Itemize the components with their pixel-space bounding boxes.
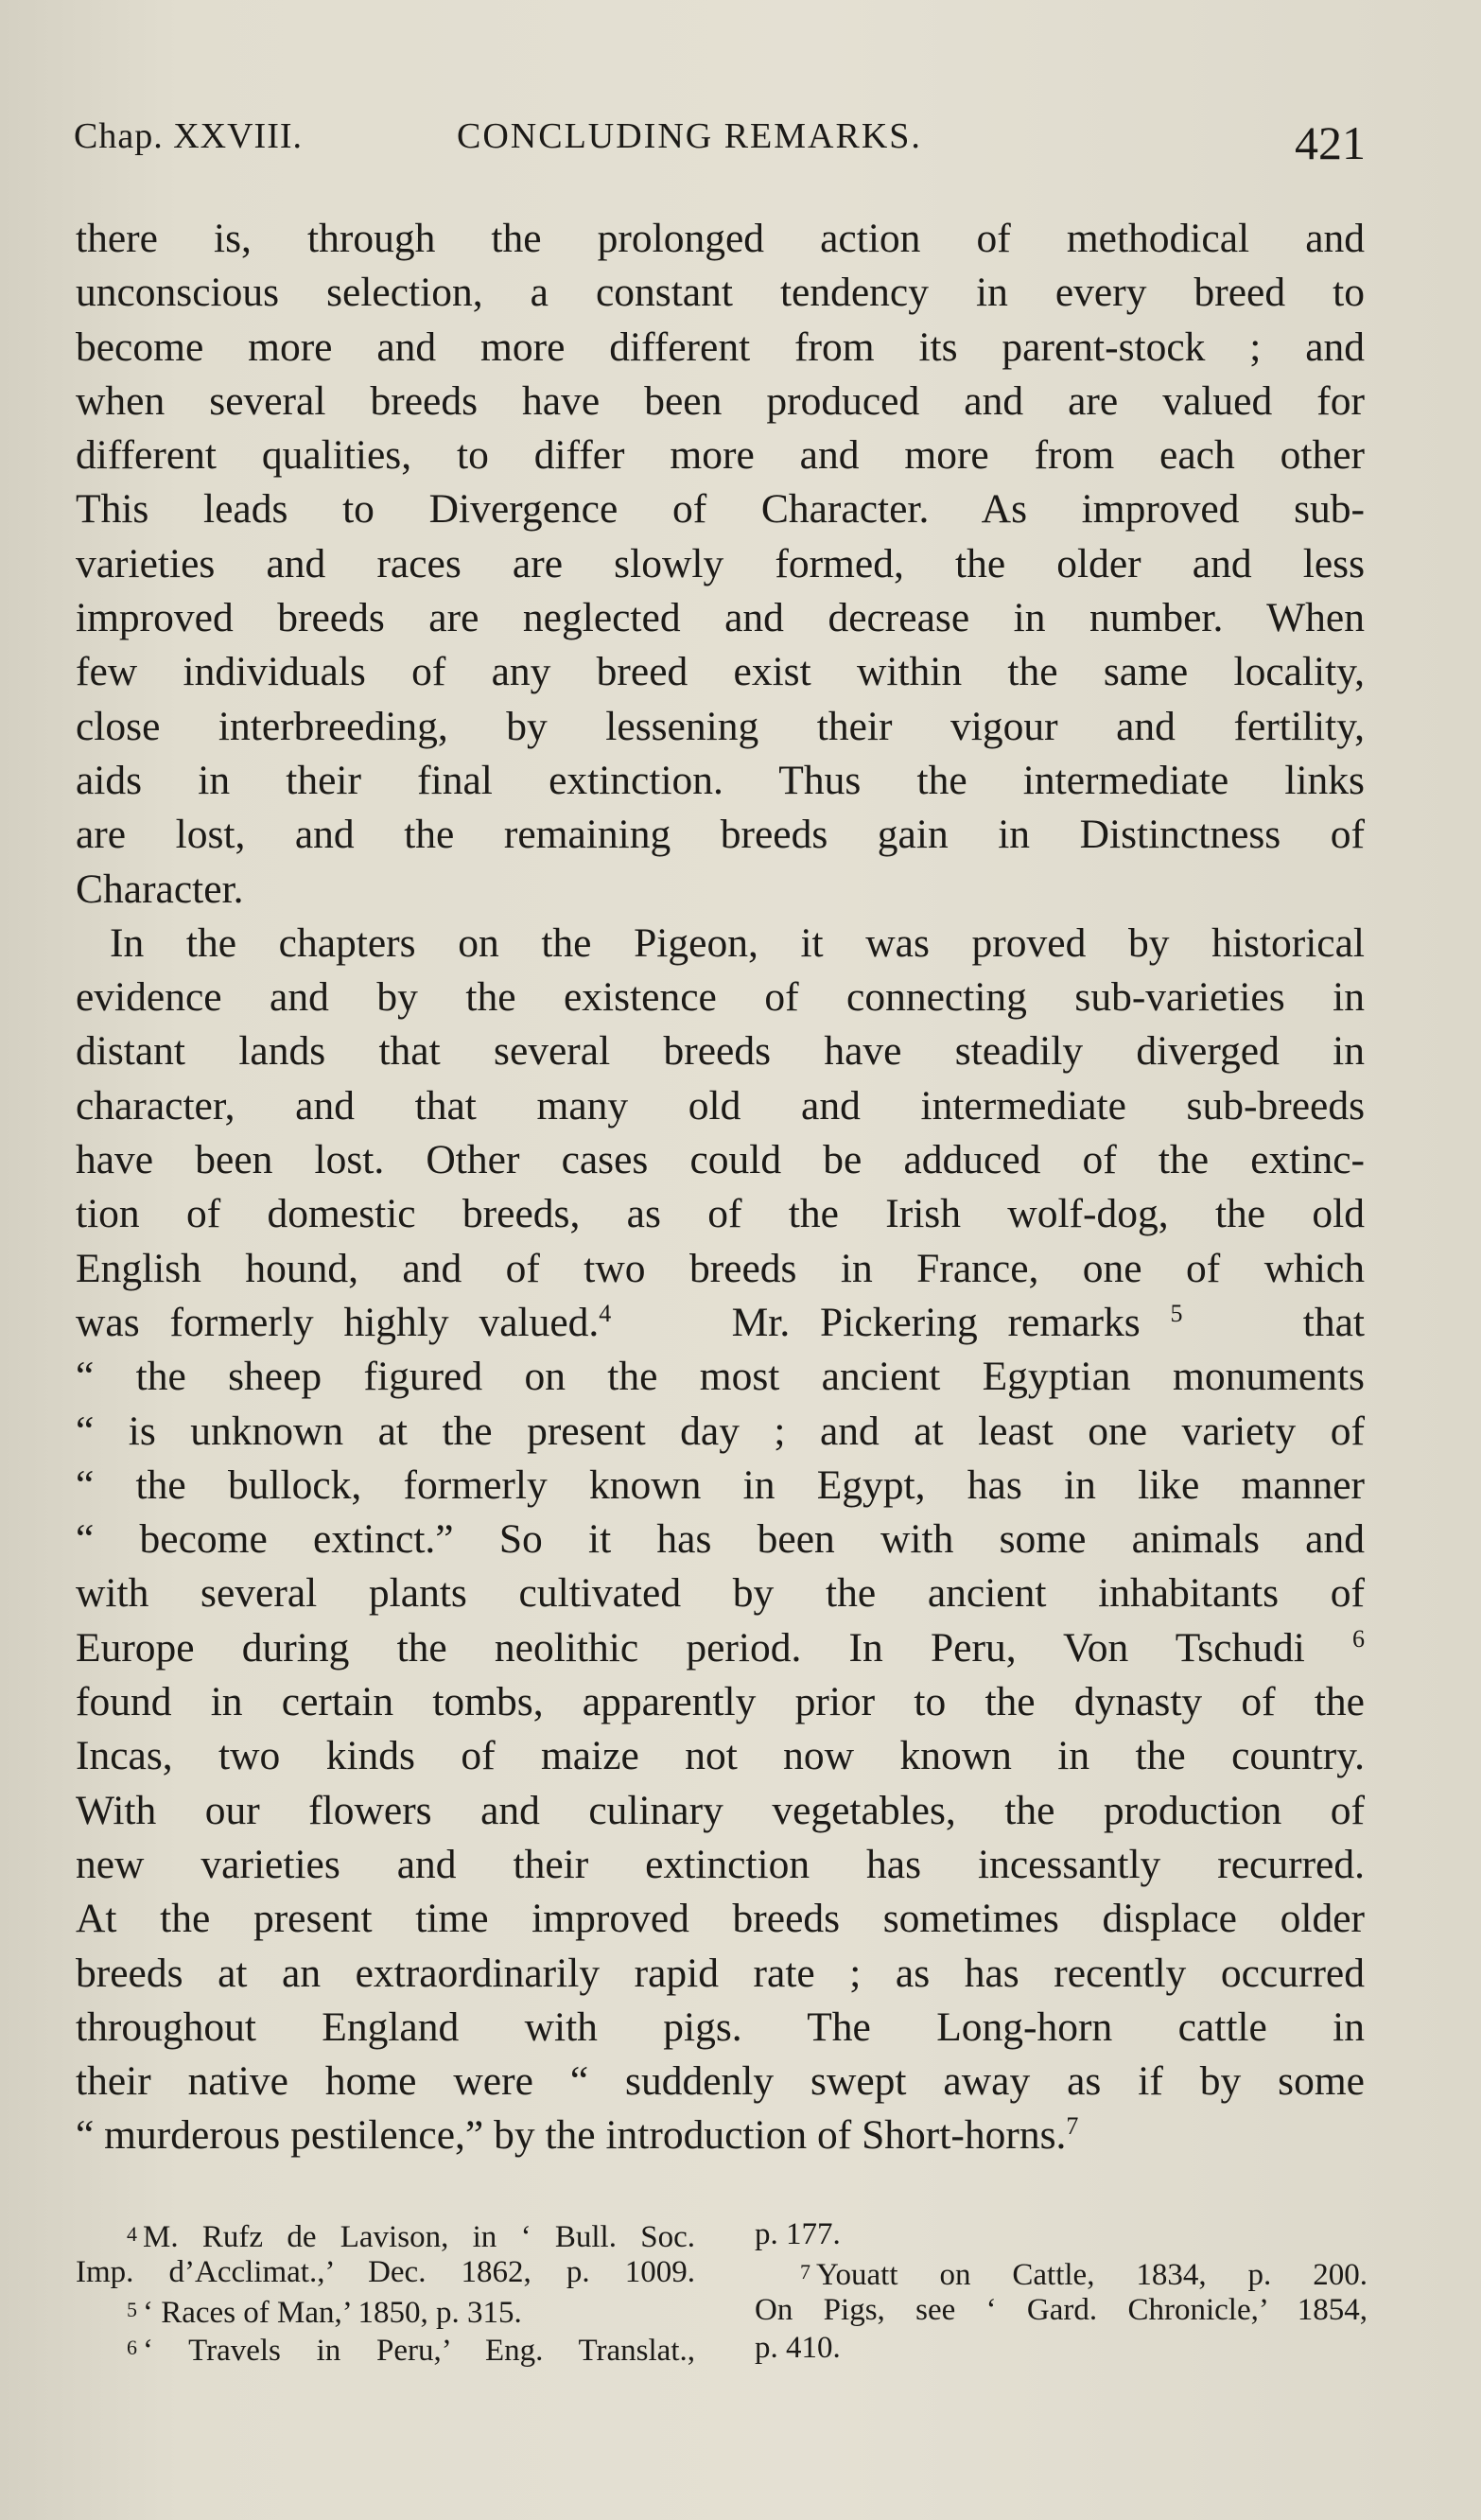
text-line: With our flowers and culinary vegetables, the production of <box>76 1787 1365 1833</box>
text-line-with-refs <box>76 1296 1365 1350</box>
footnote-line <box>76 2329 695 2367</box>
footnote-text: ‘ Races of Man,’ 1850, p. 315. <box>143 2296 522 2330</box>
text-line: character, and that many old and intermediate sub-breeds <box>76 1082 1365 1129</box>
text-line: there is, through the prolonged action of methodical and <box>76 216 1365 261</box>
text-line: “ is unknown at the present day ; and at least one variety of <box>76 1408 1365 1454</box>
footnote-text: Imp. d’Acclimat.,’ Dec. 1862, p. 1009. <box>76 2255 695 2289</box>
footnote-mark: 6 <box>127 2336 137 2359</box>
footnote-mark: 4 <box>127 2222 137 2246</box>
text-segment: “ murderous pestilence,” by the introduction of Short-horns. <box>76 2112 1067 2159</box>
footnote-line <box>755 2291 1368 2329</box>
footnote-ref-4: 4 <box>599 1299 612 1327</box>
text-line: with several plants cultivated by the ancient inhabitants of <box>76 1570 1365 1617</box>
text-line-with-ref <box>76 1621 1365 1675</box>
text-line: In the chapters on the Pigeon, it was proved by historical <box>110 919 1365 966</box>
chapter-title: CONCLUDING REMARKS. <box>457 116 922 156</box>
text-line: improved breeds are neglected and decrease in number. When <box>76 595 1365 641</box>
text-line: breeds at an extraordinarily rapid rate ; as has recently occurred <box>76 1950 1365 1996</box>
page-number: 421 <box>1295 116 1366 169</box>
footnotes-left-column <box>76 2215 695 2367</box>
running-header <box>74 115 1366 182</box>
footnote-line <box>76 2215 695 2253</box>
text-line: “ the sheep figured on the most ancient Egyptian monuments <box>76 1354 1365 1400</box>
footnote-text: On Pigs, see ‘ Gard. Chronicle,’ 1854, <box>755 2293 1368 2327</box>
text-line: throughout England with pigs. The Long-horn cattle in <box>76 2004 1365 2050</box>
footnote-line <box>755 2215 1368 2253</box>
text-line: Character. <box>76 866 244 912</box>
text-line-with-ref <box>76 2109 1365 2162</box>
footnote-line <box>755 2329 1368 2367</box>
text-line: evidence and by the existence of connecting sub-varieties in <box>76 974 1365 1021</box>
text-line: have been lost. Other cases could be adduced of the extinc- <box>76 1137 1365 1183</box>
text-line: Incas, two kinds of maize not now known in the country. <box>76 1733 1365 1779</box>
text-line: different qualities, to differ more and more from each other <box>76 432 1365 479</box>
footnote-text: p. 410. <box>755 2331 841 2365</box>
footnote-ref-7: 7 <box>1066 2112 1079 2141</box>
text-line: their native home were “ suddenly swept away as if by some <box>76 2058 1365 2105</box>
footnote-line <box>76 2291 695 2329</box>
text-line: tion of domestic breeds, as of the Irish wolf-dog, the old <box>76 1191 1365 1237</box>
text-line: when several breeds have been produced and are valued for <box>76 377 1365 424</box>
footnote-text: ‘ Travels in Peru,’ Eng. Translat., <box>143 2334 695 2368</box>
body-text <box>76 212 1365 2163</box>
footnote-text: p. 177. <box>755 2217 841 2251</box>
text-line: distant lands that several breeds have steadily diverged in <box>76 1028 1365 1075</box>
footnote-ref-5: 5 <box>1170 1299 1183 1327</box>
text-line: This leads to Divergence of Character. As improved sub- <box>76 486 1365 533</box>
text-line: aids in their final extinction. Thus the intermediate links <box>76 757 1365 803</box>
footnote-text: Youatt on Cattle, 1834, p. 200. <box>816 2258 1368 2292</box>
text-line: close interbreeding, by lessening their vigour and fertility, <box>76 703 1365 749</box>
footnote-line <box>755 2253 1368 2291</box>
footnote-line <box>76 2253 695 2291</box>
text-line: At the present time improved breeds sometimes displace older <box>76 1896 1365 1942</box>
text-line: found in certain tombs, apparently prior to the dynasty of the <box>76 1679 1365 1725</box>
text-line: “ become extinct.” So it has been with some animals and <box>76 1516 1365 1563</box>
text-line: unconscious selection, a constant tendency in every breed to <box>76 270 1365 316</box>
footnote-text: M. Rufz de Lavison, in ‘ Bull. Soc. <box>143 2220 695 2254</box>
text-line: English hound, and of two breeds in France, one of which <box>76 1245 1365 1291</box>
footnote-mark: 7 <box>800 2260 810 2284</box>
text-segment: that <box>1302 1299 1366 1345</box>
footnote-ref-6: 6 <box>1352 1624 1366 1653</box>
footnotes-right-column <box>755 2215 1368 2367</box>
text-line: become more and more different from its parent-stock ; and <box>76 324 1365 370</box>
text-segment: Mr. Pickering remarks <box>731 1299 1141 1345</box>
text-segment: Europe during the neolithic period. In Peru, Von Tschudi <box>76 1624 1305 1671</box>
footnote-mark: 5 <box>127 2298 137 2321</box>
chapter-label: Chap. XXVIII. <box>74 116 304 156</box>
text-line: “ the bullock, formerly known in Egypt, has in like manner <box>76 1461 1365 1508</box>
text-line: few individuals of any breed exist within the same locality, <box>76 649 1365 695</box>
text-line: new varieties and their extinction has incessantly recurred. <box>76 1841 1365 1887</box>
text-line: varieties and races are slowly formed, the older and less <box>76 540 1365 586</box>
text-segment: was formerly highly valued. <box>76 1299 600 1345</box>
text-line: are lost, and the remaining breeds gain in Distinctness of <box>76 812 1365 858</box>
